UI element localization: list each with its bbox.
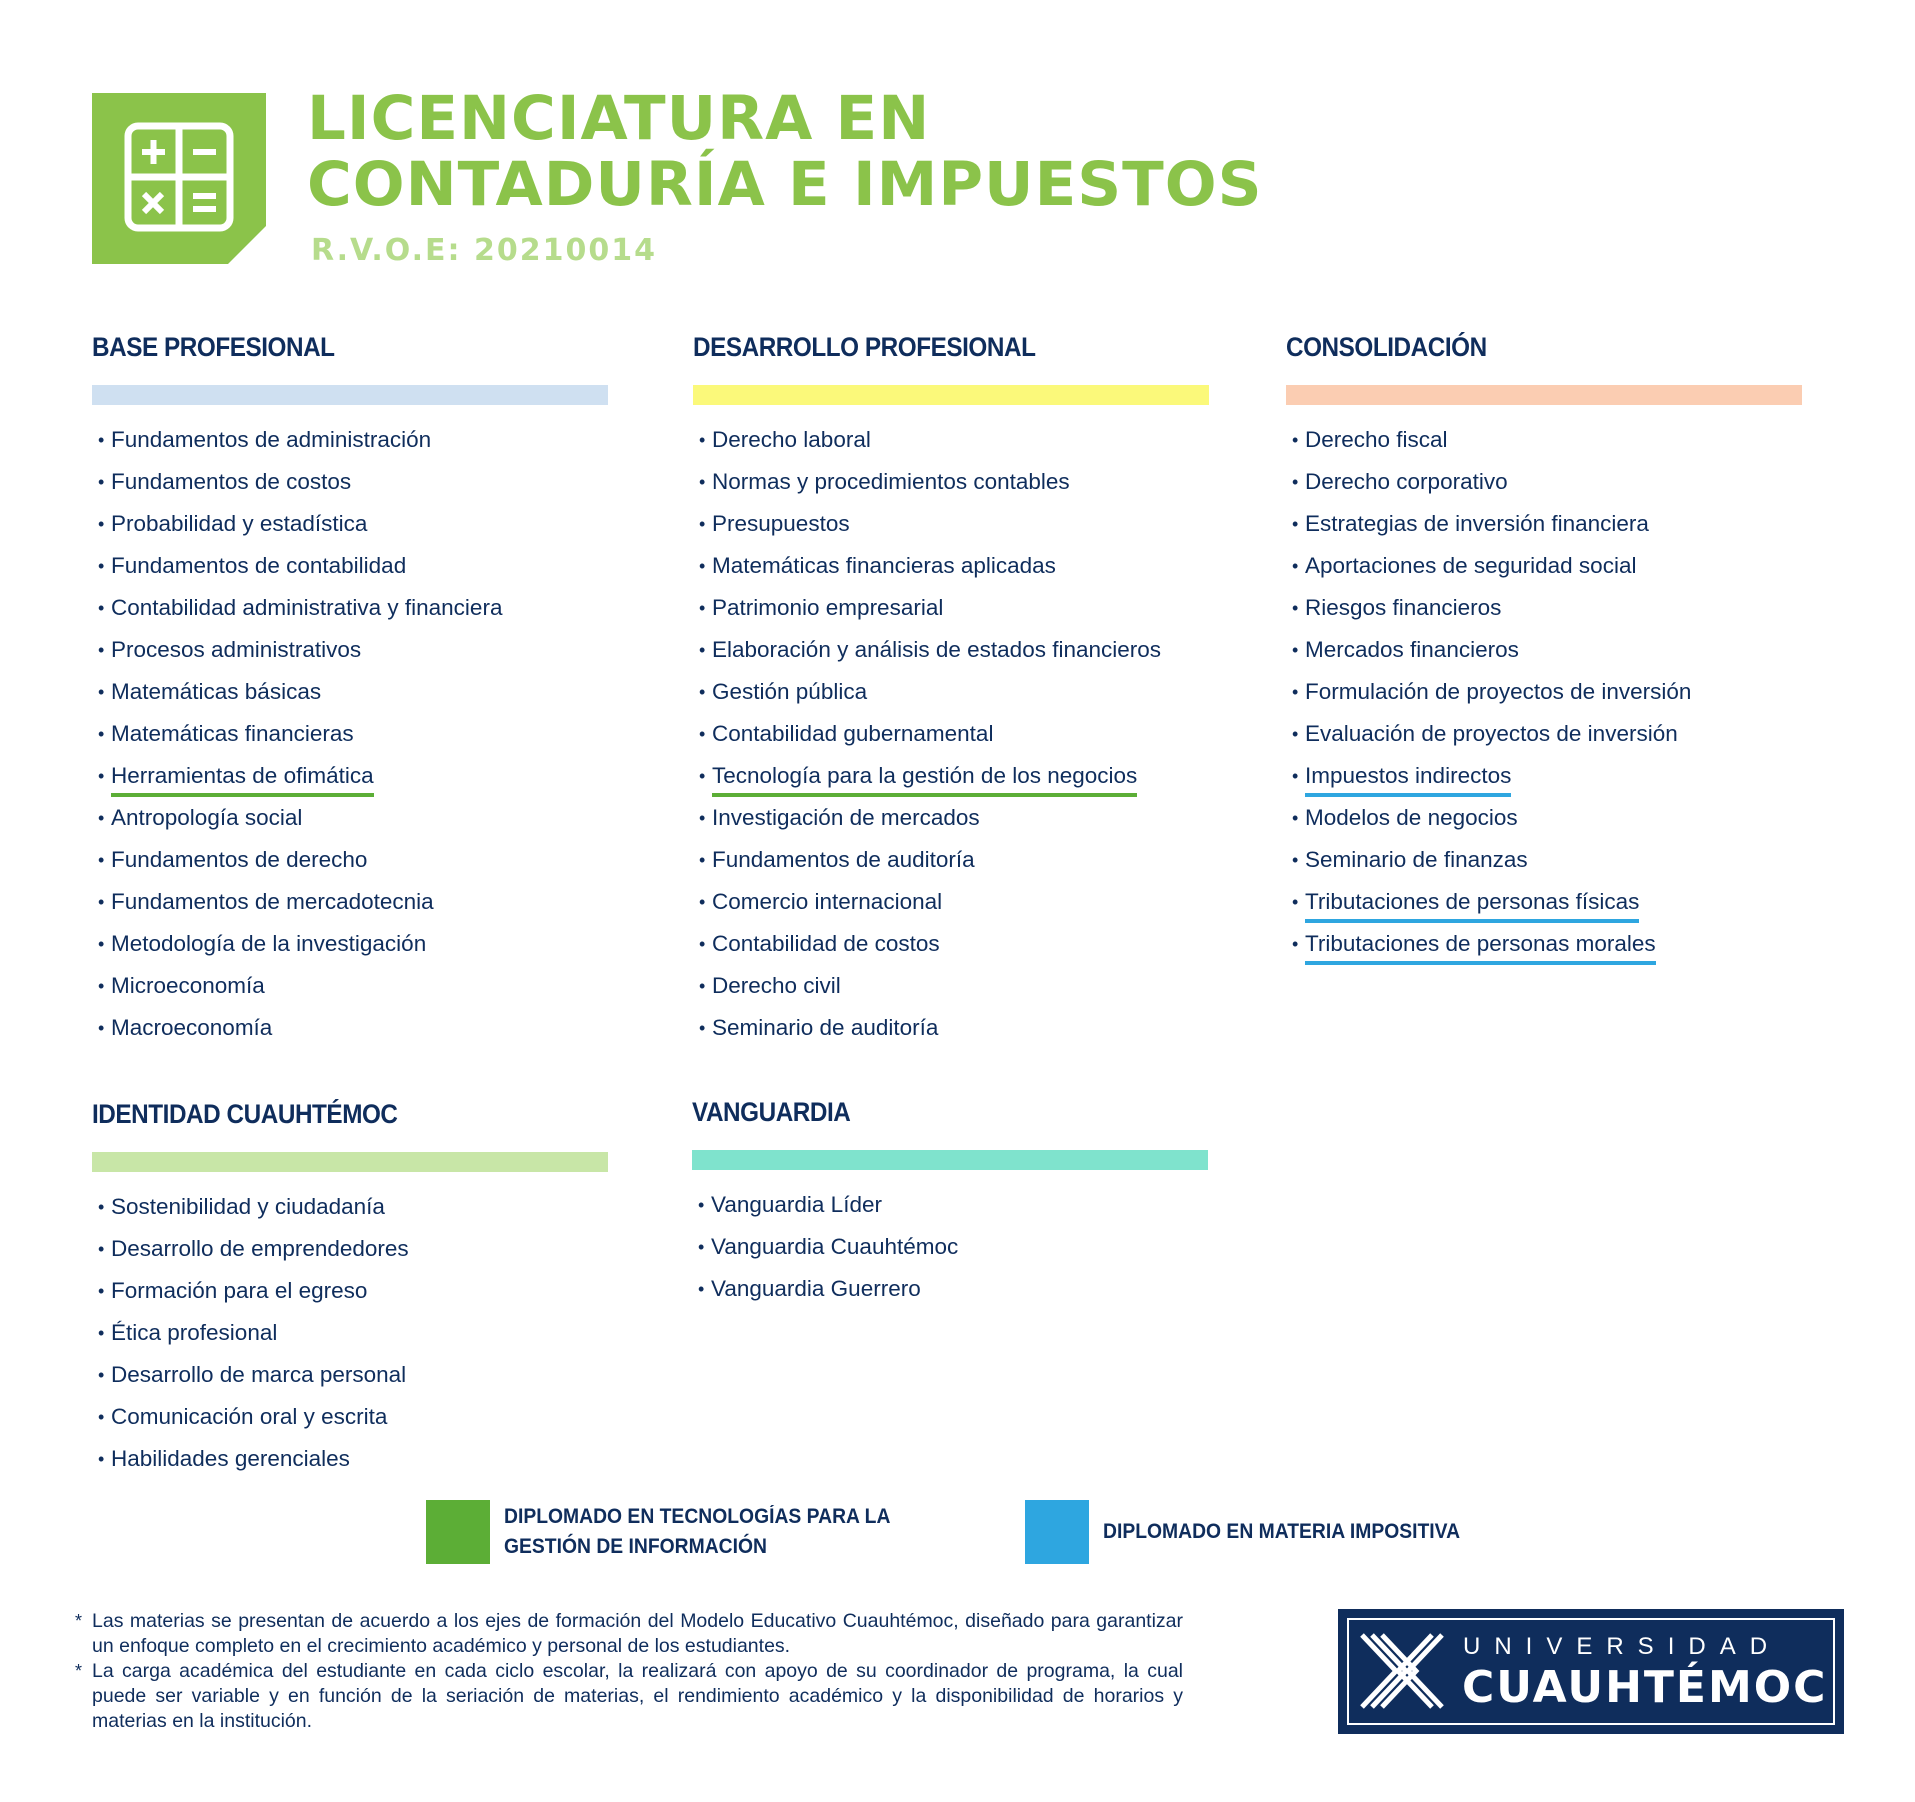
subject-item — [1292, 713, 1846, 755]
subject-label: Desarrollo de marca personal — [111, 1362, 407, 1387]
subject-label: Elaboración y análisis de estados financieros — [712, 637, 1162, 662]
subject-item — [699, 755, 1253, 797]
bullet: • — [1292, 808, 1299, 828]
subject-item — [1292, 839, 1846, 881]
rvoe-code: R.V.O.E: 20210014 — [311, 233, 657, 268]
subject-item — [699, 671, 1253, 713]
subject-label: Aportaciones de seguridad social — [1305, 553, 1637, 578]
section-color-bar — [693, 385, 1209, 405]
subject-label: Fundamentos de costos — [111, 469, 352, 494]
subject-label: Matemáticas financieras aplicadas — [712, 553, 1056, 578]
subject-item — [98, 881, 652, 923]
bullet: • — [699, 976, 706, 996]
subject-label: Fundamentos de mercadotecnia — [111, 889, 434, 914]
subject-item — [98, 503, 652, 545]
subject-item — [698, 1268, 1252, 1310]
subject-item — [699, 713, 1253, 755]
subject-item — [699, 419, 1253, 461]
bullet: • — [1292, 514, 1299, 534]
subject-item — [98, 1186, 652, 1228]
subject-item — [1292, 629, 1846, 671]
subject-item — [699, 545, 1253, 587]
bullet: • — [699, 766, 706, 786]
section-vanguardia — [692, 1094, 1252, 1310]
section-color-bar — [692, 1150, 1208, 1170]
bullet: • — [1292, 556, 1299, 576]
subject-label: Vanguardia Líder — [711, 1192, 882, 1217]
subject-label: Contabilidad gubernamental — [712, 721, 994, 746]
section-color-bar — [92, 1152, 608, 1172]
subject-label: Formación para el egreso — [111, 1278, 368, 1303]
subject-label: Presupuestos — [712, 511, 850, 536]
subject-label: Probabilidad y estadística — [111, 511, 368, 536]
bullet: • — [1292, 472, 1299, 492]
subject-item — [98, 1270, 652, 1312]
subject-label: Gestión pública — [712, 679, 868, 704]
university-name: CUAUHTÉMOC — [1462, 1662, 1828, 1713]
title-line-2: CONTADURÍA E IMPUESTOS — [307, 149, 1263, 220]
subject-item — [1292, 755, 1846, 797]
calculator-logo — [92, 93, 266, 264]
bullet: • — [98, 1239, 105, 1259]
bullet: • — [1292, 598, 1299, 618]
bullet: • — [1292, 850, 1299, 870]
asterisk: * — [75, 1661, 83, 1681]
subject-item — [1292, 419, 1846, 461]
subject-item — [1292, 881, 1846, 923]
footnote-2 — [75, 1659, 1183, 1734]
subject-item — [98, 713, 652, 755]
bullet: • — [698, 1195, 705, 1215]
bullet: • — [699, 514, 706, 534]
section-consolidacion — [1286, 329, 1846, 965]
bullet: • — [98, 514, 105, 534]
section-title: CONSOLIDACIÓN — [1286, 332, 1487, 362]
subject-label: Seminario de finanzas — [1305, 847, 1528, 872]
subject-item — [699, 923, 1253, 965]
bullet: • — [98, 808, 105, 828]
subject-item — [98, 965, 652, 1007]
bullet: • — [98, 724, 105, 744]
subject-label: Fundamentos de derecho — [111, 847, 368, 872]
legend-label-blue: DIPLOMADO EN MATERIA IMPOSITIVA — [1103, 1520, 1461, 1543]
bullet: • — [98, 1323, 105, 1343]
bullet: • — [1292, 934, 1299, 954]
section-title: DESARROLLO PROFESIONAL — [693, 332, 1036, 362]
bullet: • — [1292, 766, 1299, 786]
subject-item — [98, 839, 652, 881]
subject-item — [98, 461, 652, 503]
subject-item — [699, 461, 1253, 503]
legend-label-green — [504, 1502, 890, 1562]
bullet: • — [1292, 724, 1299, 744]
bullet: • — [98, 556, 105, 576]
program-title — [307, 83, 1507, 220]
bullet: • — [1292, 892, 1299, 912]
calculator-icon — [92, 93, 266, 264]
bullet: • — [98, 1449, 105, 1469]
subject-item — [98, 629, 652, 671]
subject-item — [98, 755, 652, 797]
bullet: • — [699, 472, 706, 492]
subject-item — [1292, 587, 1846, 629]
subject-label: Fundamentos de administración — [111, 427, 432, 452]
bullet: • — [699, 892, 706, 912]
subject-list — [693, 419, 1253, 1049]
bullet: • — [98, 1281, 105, 1301]
subject-item — [98, 1007, 652, 1049]
bullet: • — [98, 892, 105, 912]
subject-label: Vanguardia Guerrero — [711, 1276, 921, 1301]
bullet: • — [698, 1237, 705, 1257]
subject-list — [92, 1186, 652, 1480]
subject-label: Formulación de proyectos de inversión — [1305, 679, 1692, 704]
subject-label: Metodología de la investigación — [111, 931, 427, 956]
subject-item — [98, 671, 652, 713]
subject-item — [98, 923, 652, 965]
bullet: • — [699, 556, 706, 576]
subject-item — [98, 1228, 652, 1270]
bullet: • — [699, 724, 706, 744]
subject-label: Derecho civil — [712, 973, 841, 998]
subject-item — [98, 545, 652, 587]
bullet: • — [98, 430, 105, 450]
subject-list — [692, 1184, 1252, 1310]
bullet: • — [699, 640, 706, 660]
bullet: • — [699, 850, 706, 870]
subject-label: Microeconomía — [111, 973, 265, 998]
bullet: • — [98, 934, 105, 954]
legend-swatch-green — [426, 1500, 490, 1564]
bullet: • — [698, 1279, 705, 1299]
subject-label: Impuestos indirectos — [1305, 757, 1511, 797]
subject-label: Contabilidad administrativa y financiera — [111, 595, 503, 620]
subject-label: Derecho laboral — [712, 427, 871, 452]
subject-item — [98, 1396, 652, 1438]
subject-label: Estrategias de inversión financiera — [1305, 511, 1649, 536]
subject-label: Derecho corporativo — [1305, 469, 1508, 494]
bullet: • — [98, 640, 105, 660]
subject-label: Matemáticas financieras — [111, 721, 354, 746]
university-x-logo-icon — [1356, 1627, 1448, 1716]
subject-list — [1286, 419, 1846, 965]
subject-list — [92, 419, 652, 1049]
footnote-text: La carga académica del estudiante en cada ciclo escolar, la realizará con apoyo de su coordinador de programa, la cual puede ser variable y en función de la seriación de materias, el rendimiento académico y la disponibilidad de horarios y materias en la institución. — [92, 1660, 1183, 1732]
section-identidad-cuauhtemoc — [92, 1096, 652, 1480]
bullet: • — [98, 766, 105, 786]
subject-item — [1292, 797, 1846, 839]
subject-label: Herramientas de ofimática — [111, 757, 374, 797]
bullet: • — [699, 808, 706, 828]
subject-label: Riesgos financieros — [1305, 595, 1502, 620]
subject-label: Fundamentos de auditoría — [712, 847, 975, 872]
title-line-1: LICENCIATURA EN — [307, 83, 931, 154]
subject-label: Comunicación oral y escrita — [111, 1404, 388, 1429]
section-color-bar — [1286, 385, 1802, 405]
bullet: • — [1292, 682, 1299, 702]
subject-label: Normas y procedimientos contables — [712, 469, 1070, 494]
legend-green-line-1: DIPLOMADO EN TECNOLOGÍAS PARA LA — [504, 1505, 891, 1528]
subject-item — [698, 1184, 1252, 1226]
subject-label: Macroeconomía — [111, 1015, 273, 1040]
subject-item — [699, 629, 1253, 671]
bullet: • — [699, 934, 706, 954]
section-title: BASE PROFESIONAL — [92, 332, 335, 362]
subject-label: Tecnología para la gestión de los negocios — [712, 757, 1137, 797]
bullet: • — [98, 472, 105, 492]
subject-label: Derecho fiscal — [1305, 427, 1448, 452]
bullet: • — [699, 682, 706, 702]
bullet: • — [699, 430, 706, 450]
bullet: • — [98, 850, 105, 870]
subject-label: Mercados financieros — [1305, 637, 1519, 662]
subject-item — [1292, 545, 1846, 587]
section-color-bar — [92, 385, 608, 405]
subject-label: Desarrollo de emprendedores — [111, 1236, 409, 1261]
subject-label: Vanguardia Cuauhtémoc — [711, 1234, 959, 1259]
bullet: • — [98, 1018, 105, 1038]
bullet: • — [98, 976, 105, 996]
subject-item — [699, 965, 1253, 1007]
bullet: • — [98, 1197, 105, 1217]
subject-item — [699, 797, 1253, 839]
subject-label: Fundamentos de contabilidad — [111, 553, 407, 578]
subject-item — [98, 1312, 652, 1354]
subject-item — [98, 1354, 652, 1396]
bullet: • — [699, 598, 706, 618]
subject-item — [98, 1438, 652, 1480]
subject-item — [1292, 923, 1846, 965]
subject-label: Modelos de negocios — [1305, 805, 1518, 830]
section-base-profesional — [92, 329, 652, 1049]
subject-label: Evaluación de proyectos de inversión — [1305, 721, 1678, 746]
subject-label: Habilidades gerenciales — [111, 1446, 350, 1471]
university-logo — [1338, 1609, 1844, 1734]
subject-item — [699, 839, 1253, 881]
subject-item — [699, 881, 1253, 923]
subject-item — [1292, 503, 1846, 545]
subject-item — [699, 503, 1253, 545]
subject-item — [98, 587, 652, 629]
subject-label: Sostenibilidad y ciudadanía — [111, 1194, 385, 1219]
university-word: UNIVERSIDAD — [1463, 1633, 1782, 1660]
footnote-1 — [75, 1609, 1183, 1659]
legend-green-line-2: GESTIÓN DE INFORMACIÓN — [504, 1535, 767, 1558]
subject-item — [98, 419, 652, 461]
subject-label: Ética profesional — [111, 1320, 278, 1345]
subject-item — [1292, 461, 1846, 503]
subject-label: Investigación de mercados — [712, 805, 980, 830]
section-title: IDENTIDAD CUAUHTÉMOC — [92, 1099, 398, 1129]
footnotes — [75, 1609, 1183, 1734]
subject-label: Tributaciones de personas físicas — [1305, 883, 1639, 923]
subject-label: Procesos administrativos — [111, 637, 362, 662]
section-title: VANGUARDIA — [692, 1097, 851, 1127]
subject-item — [1292, 671, 1846, 713]
subject-label: Contabilidad de costos — [712, 931, 940, 956]
section-desarrollo-profesional — [693, 329, 1253, 1049]
subject-item — [699, 587, 1253, 629]
subject-label: Seminario de auditoría — [712, 1015, 939, 1040]
bullet: • — [98, 1407, 105, 1427]
subject-label: Tributaciones de personas morales — [1305, 925, 1656, 965]
bullet: • — [699, 1018, 706, 1038]
subject-item — [699, 1007, 1253, 1049]
legend-swatch-blue — [1025, 1500, 1089, 1564]
subject-item — [698, 1226, 1252, 1268]
subject-label: Matemáticas básicas — [111, 679, 322, 704]
bullet: • — [98, 598, 105, 618]
footnote-text: Las materias se presentan de acuerdo a los ejes de formación del Modelo Educativo Cuauhtémoc, diseñado para garantizar un enfoque completo en el crecimiento académico y personal de los estudiantes. — [92, 1610, 1183, 1657]
bullet: • — [98, 682, 105, 702]
bullet: • — [1292, 640, 1299, 660]
subject-label: Patrimonio empresarial — [712, 595, 944, 620]
bullet: • — [1292, 430, 1299, 450]
asterisk: * — [75, 1611, 83, 1631]
subject-item — [98, 797, 652, 839]
bullet: • — [98, 1365, 105, 1385]
subject-label: Comercio internacional — [712, 889, 943, 914]
subject-label: Antropología social — [111, 805, 303, 830]
